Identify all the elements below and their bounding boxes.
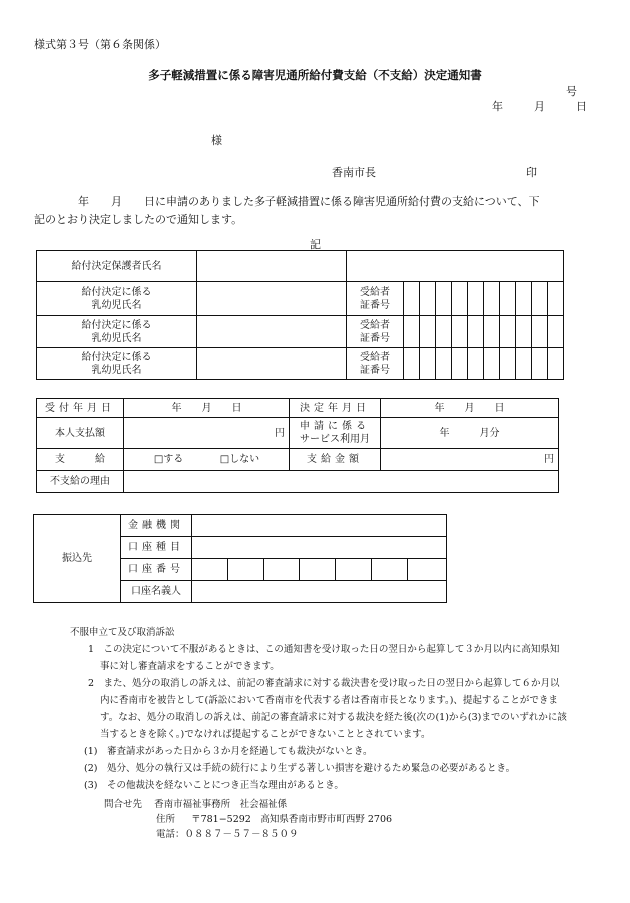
option-no-checkbox[interactable]: □しない	[219, 454, 260, 465]
option-yes-checkbox[interactable]: □する	[153, 454, 184, 465]
payment-amount-label: 支給金額	[290, 449, 381, 471]
contact-line-2	[156, 811, 392, 825]
child-label-2: 給付決定に係る 乳幼児氏名	[37, 316, 197, 348]
note-item-2a: 2 また、処分の取消しの訴えは、前記の審査請求に対する裁決書を受け取った日の翌日から起算して６か月以	[88, 678, 560, 689]
service-month-value[interactable]: 年 月分	[381, 418, 559, 449]
date-year: 年	[492, 100, 503, 113]
doc-number-label: 号	[566, 85, 577, 98]
contact-line-3	[156, 826, 299, 840]
account-holder-cell[interactable]	[192, 581, 447, 603]
note-item-2d: 当するときを除く。)でなければ提起することができないこととされています。	[100, 729, 431, 740]
note-sub-3: (3) その他裁決を経ないことにつき正当な理由があるとき。	[84, 780, 344, 791]
account-number-label: 口座番号	[121, 559, 192, 581]
form-id: 様式第３号（第６条関係）	[34, 38, 166, 51]
contact-line-1	[104, 796, 287, 810]
decision-table	[36, 398, 559, 493]
phone-value: ０８８７－５７－８５０９	[184, 829, 299, 840]
child-label-3: 給付決定に係る 乳幼児氏名	[37, 348, 197, 380]
date-line	[492, 98, 587, 114]
contact-label: 問合せ先	[104, 799, 143, 810]
account-type-label: 口座種目	[121, 537, 192, 559]
guardian-name-label: 給付決定保護者氏名	[37, 251, 197, 282]
note-sub-2: (2) 処分、処分の執行又は手続の続行により生ずる著しい損害を避けるため緊急の必要があるとき。	[84, 763, 516, 774]
received-date-value[interactable]: 年 月 日	[124, 399, 290, 418]
date-day: 日	[576, 100, 587, 113]
decision-date-label: 決定年月日	[290, 399, 381, 418]
self-pay-label: 本人支払額	[37, 418, 124, 449]
notes-section	[70, 624, 610, 794]
transfer-to-label: 振込先	[34, 515, 121, 603]
account-type-cell[interactable]	[192, 537, 447, 559]
non-payment-reason-value[interactable]	[124, 471, 559, 493]
payment-amount-value[interactable]: 円	[381, 449, 559, 471]
address-value: 〒781−5292 高知県香南市野市町西野 2706	[191, 814, 393, 825]
child-name-cell-3[interactable]	[197, 348, 347, 380]
bank-name-cell[interactable]	[192, 515, 447, 537]
recipient-suffix: 様	[211, 134, 222, 147]
document-title: 多子軽減措置に係る障害児通所給付費支給（不支給）決定通知書	[148, 68, 482, 82]
note-item-2b: 内に香南市を被告として(訴訟において香南市を代表する者は香南市長となります。)、提起することができま	[100, 695, 558, 706]
address-label: 住所	[156, 814, 176, 825]
payment-options	[124, 449, 290, 471]
date-month: 月	[534, 100, 545, 113]
service-month-label: 申請に係る サービス利用月	[290, 418, 381, 449]
payment-label: 支 給	[37, 449, 124, 471]
note-item-1a: 1 この決定について不服があるときは、この通知書を受け取った日の翌日から起算して３か月以内に高知県知	[88, 644, 560, 655]
guardian-name-cell[interactable]	[197, 251, 347, 282]
phone-label: 電話：	[156, 829, 185, 840]
child-name-cell-2[interactable]	[197, 316, 347, 348]
account-holder-label: 口座名義人	[121, 581, 192, 603]
note-sub-1: (1) 審査請求があった日から３か月を経過しても裁決がないとき。	[84, 746, 373, 757]
intro-line-2: 記のとおり決定しましたので通知します。	[34, 213, 243, 226]
self-pay-value[interactable]: 円	[124, 418, 290, 449]
received-date-label: 受付年月日	[37, 399, 124, 418]
intro-line-1: 年 月 日に申請のありました多子軽減措置に係る障害児通所給付費の支給について、下	[78, 195, 540, 208]
child-name-cell-1[interactable]	[197, 282, 347, 316]
cert-label-1: 受給者 証番号	[347, 282, 404, 316]
bank-name-label: 金融機関	[121, 515, 192, 537]
seal-mark: 印	[526, 166, 537, 179]
child-label-1: 給付決定に係る 乳幼児氏名	[37, 282, 197, 316]
contact-office: 香南市福祉事務所 社会福祉係	[154, 799, 288, 810]
decision-date-value[interactable]: 年 月 日	[381, 399, 559, 418]
non-payment-reason-label: 不支給の理由	[37, 471, 124, 493]
note-item-1b: 事に対し審査請求をすることができます。	[100, 661, 280, 672]
guardian-table	[36, 250, 564, 380]
note-item-2c: す。なお、処分の取消しの訴えは、前記の審査請求に対する裁決を経た後(次の(1)から(3)までのいずれかに該	[100, 712, 567, 723]
bank-table	[33, 514, 447, 603]
issuer: 香南市長	[332, 166, 376, 179]
cert-label-2: 受給者 証番号	[347, 316, 404, 348]
notes-heading: 不服申立て及び取消訴訟	[70, 627, 175, 638]
ki-heading: 記	[310, 238, 321, 251]
cert-label-3: 受給者 証番号	[347, 348, 404, 380]
